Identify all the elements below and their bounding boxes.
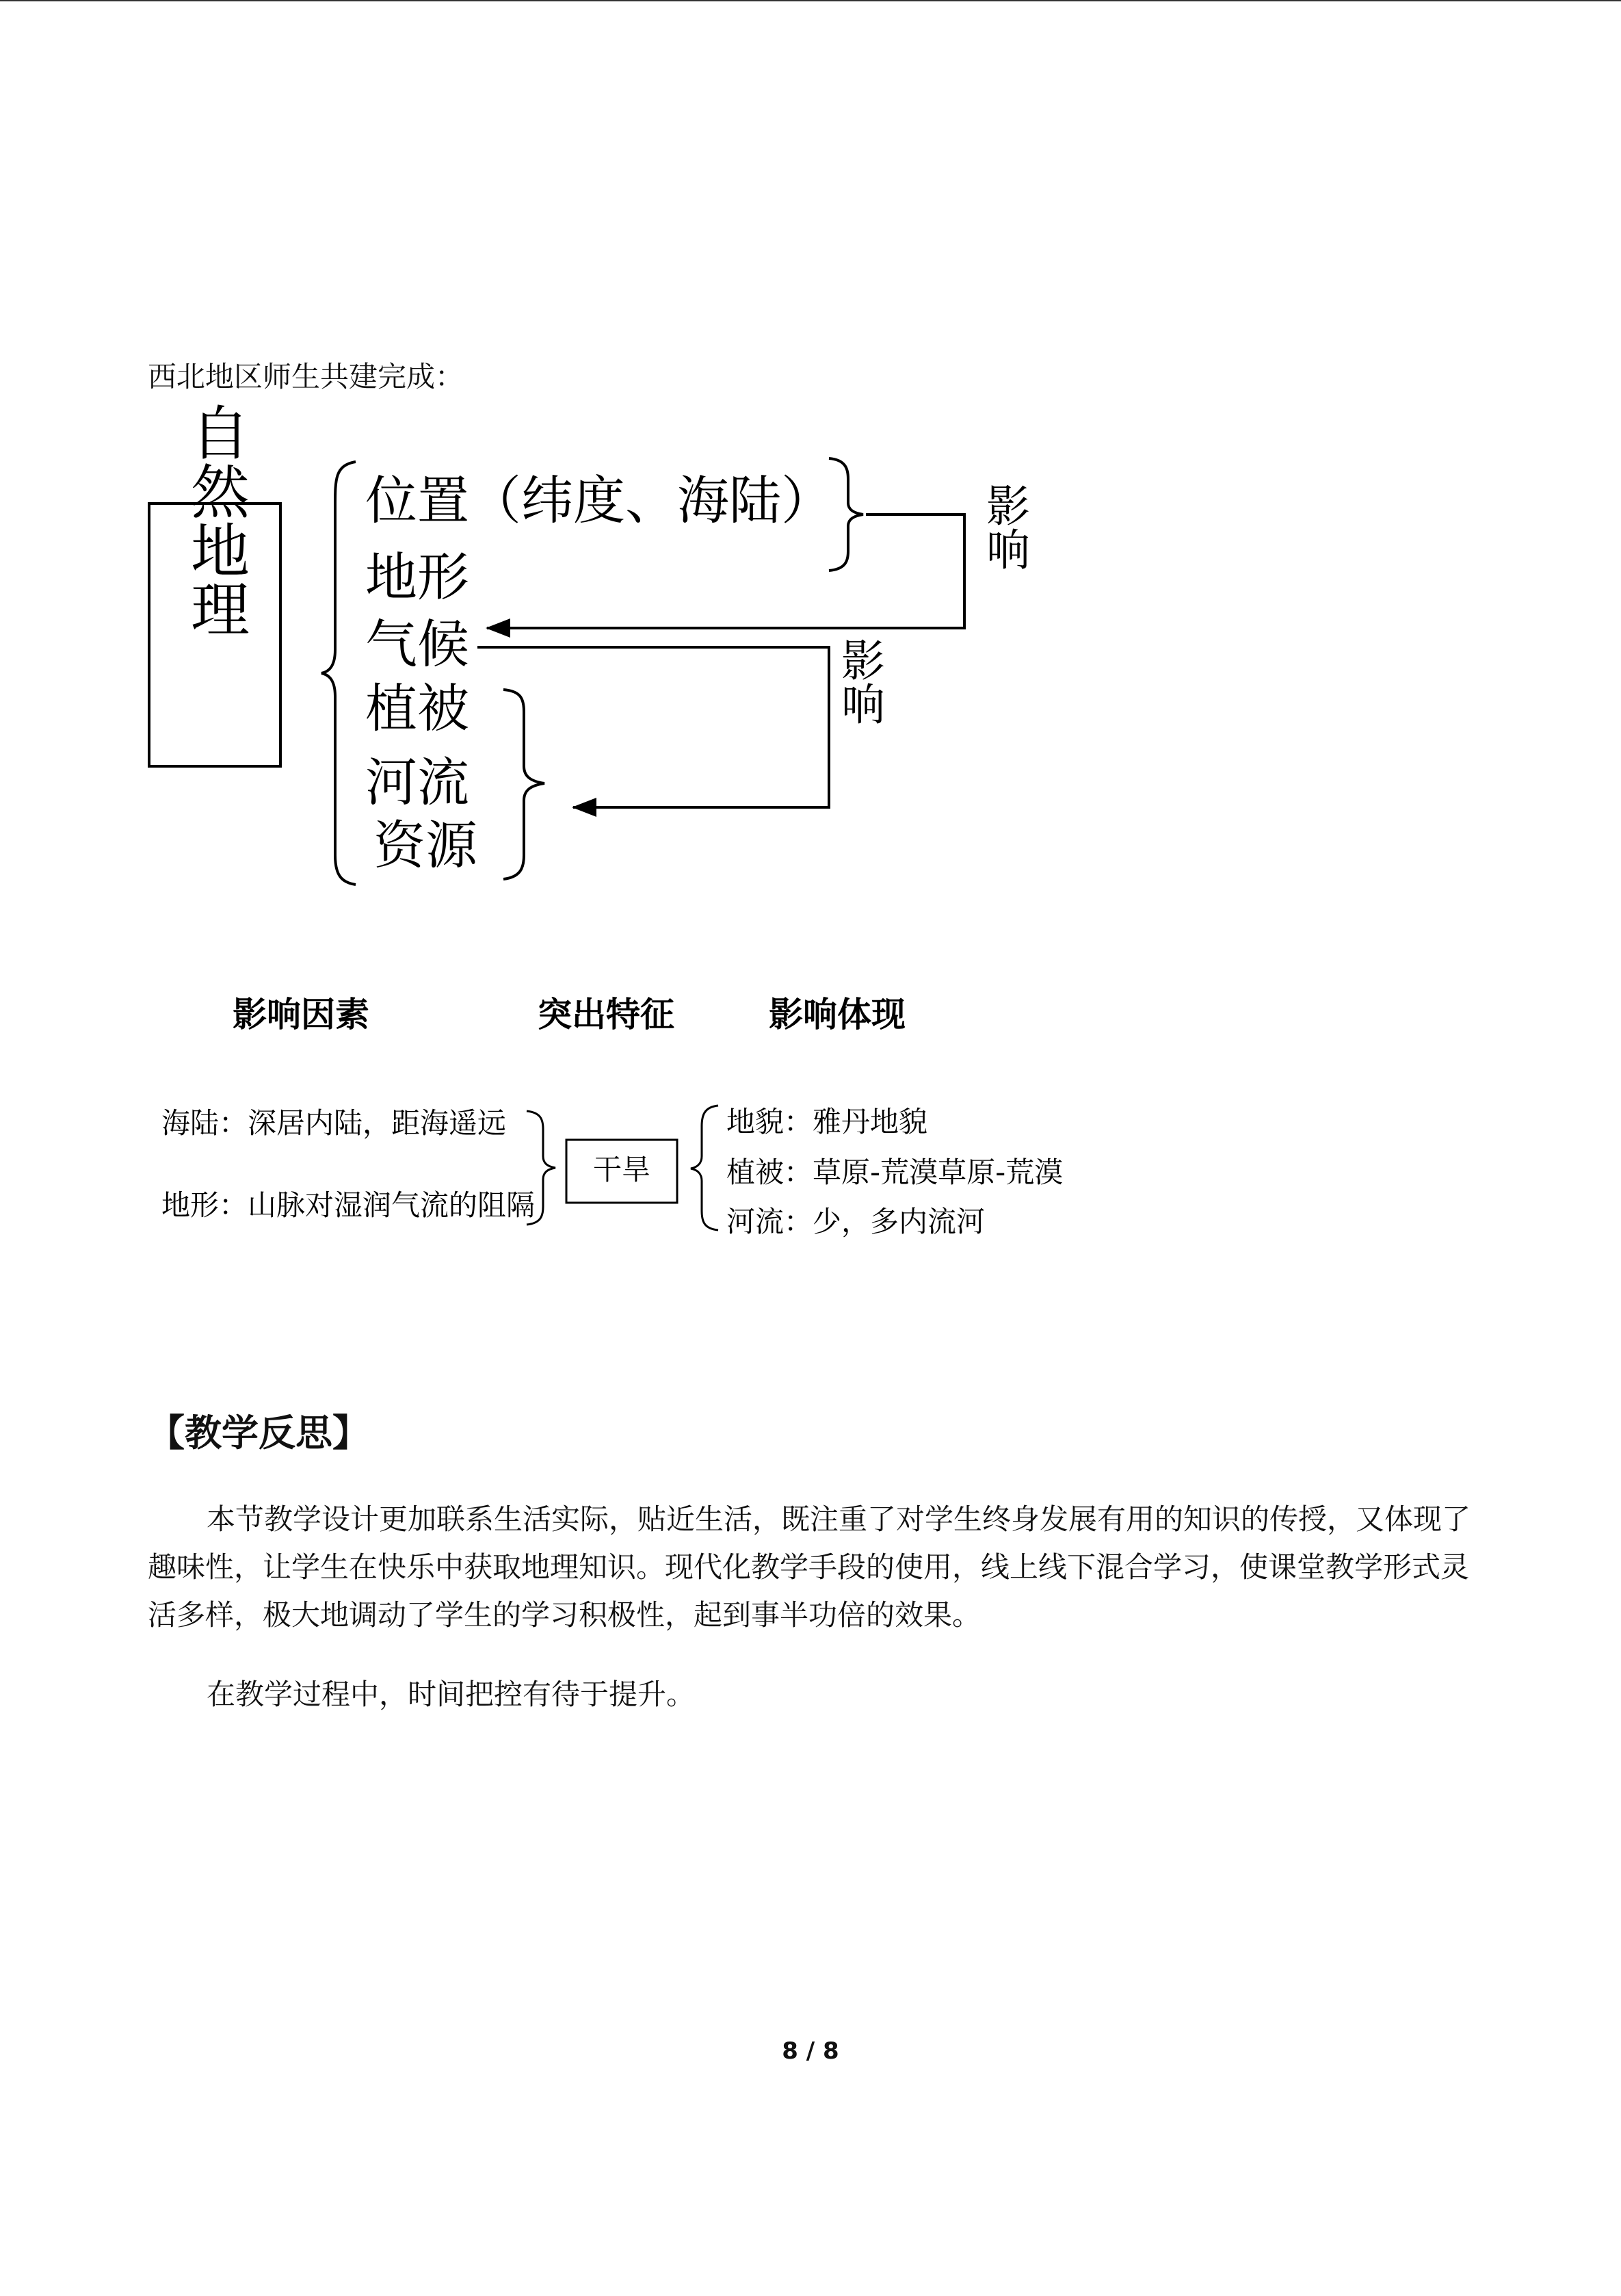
- feature-drought: 干旱: [592, 1153, 651, 1186]
- item-terrain: 地形: [365, 547, 469, 608]
- reflection-title: 【教学反思】: [148, 1411, 369, 1454]
- header-feature: 突出特征: [538, 995, 674, 1034]
- location-brace: [829, 458, 863, 571]
- item-climate: 气候: [365, 614, 469, 675]
- item-resources: 资源: [373, 815, 477, 876]
- header-effects: 影响体现: [769, 995, 906, 1034]
- factor-sea-land: 海陆：深居内陆，距海遥远: [161, 1106, 507, 1140]
- item-rivers: 河流: [365, 752, 469, 813]
- intro-text: 西北地区师生共建完成：: [148, 360, 464, 393]
- reflection-paragraph-1: 本节教学设计更加联系生活实际，贴近生活，既注重了对学生终身发展有用的知识的传授，又体现了趣味性，让学生在快乐中获取地理知识。现代化教学手段的使用，线上线下混合学习，使课堂教学形式灵活多样，极大地调动了学生的学习积极性，起到事半功倍的效果。: [148, 1502, 1471, 1632]
- page-number: 8 / 8: [782, 2037, 839, 2065]
- item-location: 位置（纬度、海陆）: [365, 470, 833, 531]
- effect-landform: 地貌：雅丹地貌: [726, 1105, 928, 1138]
- effect-rivers: 河流：少，多内流河: [726, 1205, 986, 1238]
- effects-brace: [691, 1106, 718, 1230]
- effect-vegetation: 植被：草原-荒漠草原-荒漠: [726, 1156, 1064, 1189]
- left-brace: [321, 462, 356, 885]
- box-label: 自然地理: [181, 402, 249, 638]
- influence-label-top: 影响: [979, 483, 1029, 571]
- factor-terrain: 地形：山脉对湿润气流的阻隔: [161, 1188, 536, 1222]
- reflection-paragraph-2: 在教学过程中，时间把控有待于提升。: [207, 1678, 696, 1711]
- influence-arrow-bottom: [477, 647, 829, 807]
- header-factors: 影响因素: [233, 995, 369, 1034]
- influence-arrow-top: [487, 514, 964, 628]
- lower-brace: [503, 690, 544, 879]
- influence-label-bottom: 影响: [834, 638, 884, 725]
- item-vegetation: 植被: [365, 678, 469, 739]
